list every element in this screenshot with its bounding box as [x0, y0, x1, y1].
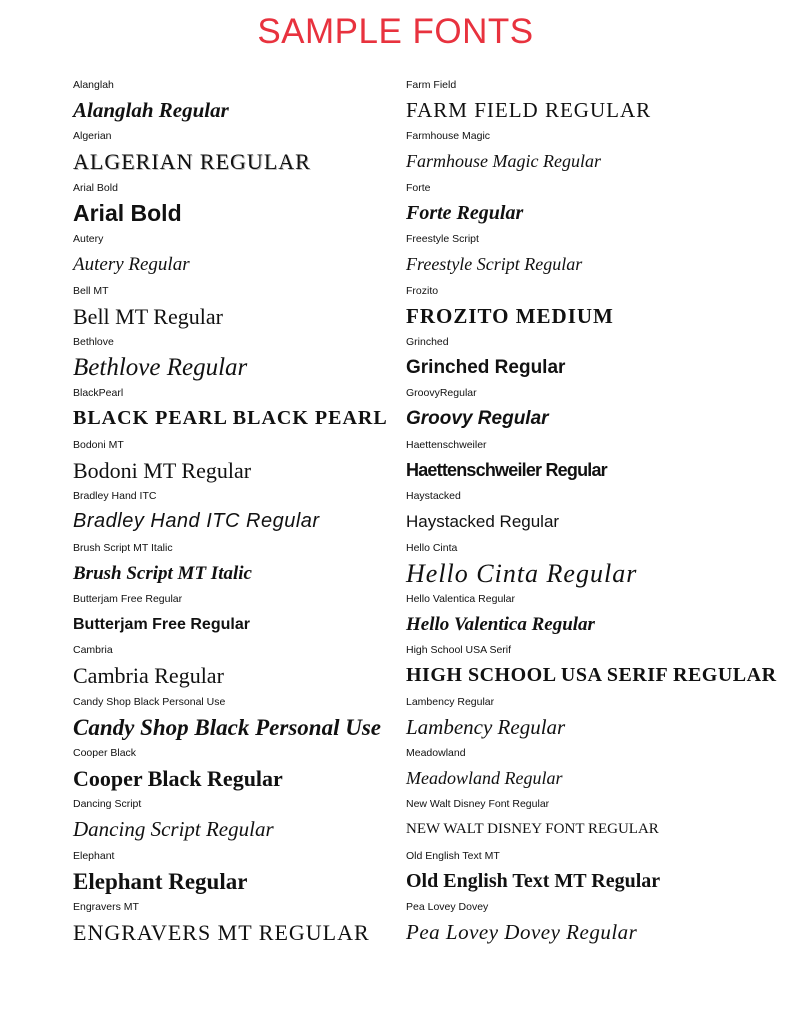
font-name: Farm Field — [406, 79, 457, 91]
font-list-right — [406, 78, 777, 952]
font-entry — [73, 541, 385, 592]
font-sample: NEW WALT DISNEY FONT REGULAR — [406, 821, 659, 838]
font-entry — [406, 129, 718, 180]
font-name: Bodoni MT — [73, 438, 124, 451]
font-name: New Walt Disney Font Regular — [406, 798, 550, 811]
font-name: Bell MT — [73, 284, 109, 297]
font-sample: Bradley Hand ITC Regular — [73, 510, 320, 533]
font-name: Candy Shop Black Personal Use — [73, 695, 226, 708]
font-entry — [406, 181, 718, 232]
font-name: Meadowland — [406, 747, 466, 760]
font-entry — [73, 232, 385, 283]
font-name: Autery — [73, 233, 104, 246]
font-entry — [73, 849, 385, 900]
font-sample: BLACK PEARL BLACK PEARL — [73, 407, 388, 430]
font-sample: FROZITO MEDIUM — [406, 303, 614, 328]
font-name: Arial Bold — [73, 181, 118, 194]
font-entry — [406, 386, 718, 437]
font-entry — [73, 181, 385, 232]
font-entry — [406, 592, 718, 643]
font-entry — [406, 746, 718, 797]
font-name: Lambency Regular — [406, 695, 495, 708]
font-name: Grinched — [406, 335, 449, 348]
font-name: Dancing Script — [73, 798, 142, 811]
font-entry — [406, 438, 718, 489]
font-sample: Autery Regular — [73, 254, 190, 276]
font-sample: Bell MT Regular — [73, 303, 223, 329]
font-name: Cambria — [73, 644, 113, 657]
font-entry — [73, 78, 385, 129]
font-sample: Elephant Regular — [73, 868, 248, 894]
font-sample: Alanglah Regular — [73, 98, 229, 122]
font-name: Elephant — [73, 849, 115, 862]
font-name: Algerian — [73, 130, 112, 143]
font-sample: Forte Regular — [406, 201, 524, 224]
font-name: Frozito — [406, 284, 439, 297]
font-entry — [73, 438, 385, 489]
font-name: Haettenschweiler — [406, 438, 487, 451]
font-entry — [73, 129, 385, 180]
font-sample: Haettenschweiler Regular — [406, 459, 607, 480]
font-entry — [406, 695, 718, 746]
font-sample: Dancing Script Regular — [73, 817, 274, 842]
font-entry — [406, 797, 718, 848]
font-name: Forte — [406, 181, 431, 194]
font-name: Hello Valentica Regular — [406, 592, 515, 605]
font-sample: Haystacked Regular — [406, 512, 560, 532]
font-sample: Old English Text MT Regular — [406, 869, 661, 892]
font-name: BlackPearl — [73, 387, 124, 400]
font-sample: Pea Lovey Dovey Regular — [406, 920, 638, 945]
font-list-left — [73, 78, 388, 952]
font-entry — [73, 643, 385, 694]
font-entry — [406, 643, 777, 694]
font-entry — [406, 232, 718, 283]
font-sample: Bethlove Regular — [73, 353, 248, 381]
font-name: Hello Cinta — [406, 541, 458, 554]
font-entry — [73, 695, 385, 746]
font-sample: Freestyle Script Regular — [406, 254, 583, 275]
font-name: Engravers MT — [73, 901, 139, 914]
font-name: Alanglah — [73, 79, 114, 91]
font-sample: FARM FIELD REGULAR — [406, 98, 652, 122]
font-sample: Hello Cinta Regular — [406, 558, 638, 588]
font-sample: Meadowland Regular — [406, 768, 563, 789]
font-name: Cooper Black — [73, 747, 137, 760]
font-name: Freestyle Script — [406, 233, 479, 246]
font-name: Old English Text MT — [406, 849, 500, 862]
font-name: Haystacked — [406, 490, 461, 503]
font-sample: ALGERIAN REGULAR — [73, 149, 311, 175]
font-name: Farmhouse Magic — [406, 130, 491, 143]
font-sample: Grinched Regular — [406, 356, 566, 378]
font-entry — [73, 335, 385, 386]
font-entry — [406, 849, 718, 900]
font-sample: Candy Shop Black Personal Use — [73, 714, 381, 740]
font-sample: Cambria Regular — [73, 663, 224, 689]
font-entry — [73, 746, 385, 797]
font-sample: Brush Script MT Italic — [73, 562, 252, 584]
font-sample: Butterjam Free Regular — [73, 615, 250, 633]
font-name: Brush Script MT Italic — [73, 541, 173, 554]
font-name: GroovyRegular — [406, 387, 477, 400]
font-entry — [406, 541, 718, 592]
font-sample: Bodoni MT Regular — [73, 457, 252, 483]
page-title: SAMPLE FONTS — [257, 12, 534, 51]
font-entry — [73, 386, 388, 437]
font-entry — [73, 489, 385, 540]
font-name: Pea Lovey Dovey — [406, 901, 489, 914]
font-entry — [73, 284, 385, 335]
font-entry — [406, 335, 718, 386]
font-name: Bradley Hand ITC — [73, 490, 157, 503]
font-entry — [73, 900, 385, 951]
font-sample: Cooper Black Regular — [73, 766, 283, 792]
font-entry — [73, 797, 385, 848]
font-sample: Arial Bold — [73, 199, 182, 226]
font-entry — [73, 592, 385, 643]
font-sample: Groovy Regular — [406, 408, 549, 430]
font-sample: ENGRAVERS MT REGULAR — [73, 920, 370, 946]
font-entry — [406, 78, 718, 129]
font-name: High School USA Serif — [406, 644, 512, 657]
font-sample: Lambency Regular — [406, 714, 566, 739]
font-entry — [406, 489, 718, 540]
font-sample: Farmhouse Magic Regular — [406, 151, 601, 172]
font-entry — [406, 900, 718, 951]
font-name: Butterjam Free Regular — [73, 592, 183, 605]
font-name: Bethlove — [73, 335, 114, 348]
font-sample: Hello Valentica Regular — [406, 613, 595, 635]
font-entry — [406, 284, 718, 335]
font-sample: HIGH SCHOOL USA SERIF REGULAR — [406, 664, 777, 687]
